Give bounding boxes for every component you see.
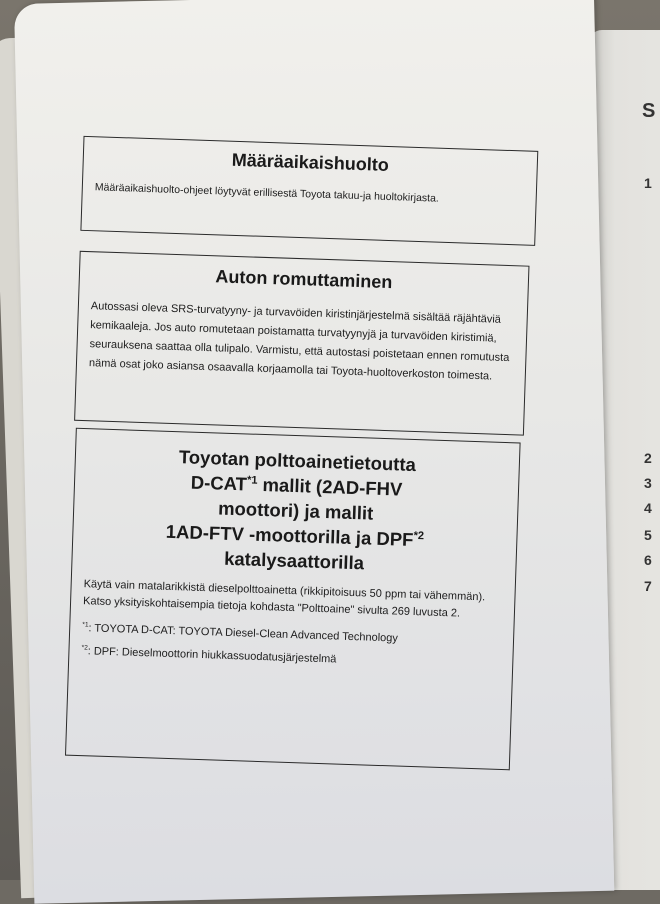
fuel-info-box [65, 428, 521, 771]
scrapping-title: Auton romuttaminen [215, 266, 393, 293]
footnote-ref-2: *2 [413, 529, 425, 543]
fuel-title-dcat: D-CAT [190, 471, 248, 495]
right-page-heading: S [642, 100, 656, 122]
footnote-mark: *2 [81, 644, 88, 652]
right-page-number: 1 [644, 175, 652, 191]
fuel-title-models: mallit (2AD-FHV [257, 473, 403, 500]
fuel-title-engine: 1AD-FTV -moottorilla ja DPF [165, 520, 414, 550]
scrapping-text: Autossasi oleva SRS-turvatyyny- ja turvavöiden kiristinjärjestelmä sisältää räjähtäviä kemikaaleja. Jos auto romutetaan poistamatta turvatyynyjä ja turvavöiden kiristimiä, seurauksena saattaa olla tulipalo. Varmistu, että autostasi poistetaan ennen romutusta nämä osat joko asiansa osaavalla korjaamolla tai Toyota-huoltoverkoston toimesta. [88, 300, 510, 383]
fuel-title-line: katalysaattorilla [223, 547, 365, 574]
fuel-title-line: Toyotan polttoainetietoutta [178, 446, 417, 476]
footnote-text: : DPF: Dieselmoottorin hiukkassuodatusjärjestelmä [87, 645, 337, 666]
maintenance-text: Määräaikaishuolto-ohjeet löytyvät erillisestä Toyota takuu-ja huoltokirjasta. [94, 181, 440, 205]
footnote-text: : TOYOTA D-CAT: TOYOTA Diesel-Clean Advanced Technology [88, 622, 399, 645]
footnote-ref-1: *1 [246, 474, 258, 487]
right-page-number: 5 [644, 527, 652, 543]
maintenance-title: Määräaikaishuolto [231, 149, 390, 175]
scrapping-box [74, 251, 529, 436]
fuel-title-line: moottori) ja mallit [217, 497, 374, 524]
footnote-mark: *1 [82, 621, 89, 629]
right-page-number: 7 [644, 578, 652, 594]
right-page-number: 3 [644, 475, 652, 491]
maintenance-box [80, 136, 538, 246]
right-page-number: 4 [644, 500, 652, 516]
right-page-number: 2 [644, 450, 652, 466]
fuel-title [84, 441, 507, 580]
right-page-number: 6 [644, 552, 652, 568]
fuel-text: Käytä vain matalarikkistä dieselpolttoainetta (rikkipitoisuus 50 ppm tai vähemmän). Katso yksityiskohtaisempia tietoja kohdasta "Polttoaine" sivulta 269 luvusta 2. [82, 578, 486, 620]
